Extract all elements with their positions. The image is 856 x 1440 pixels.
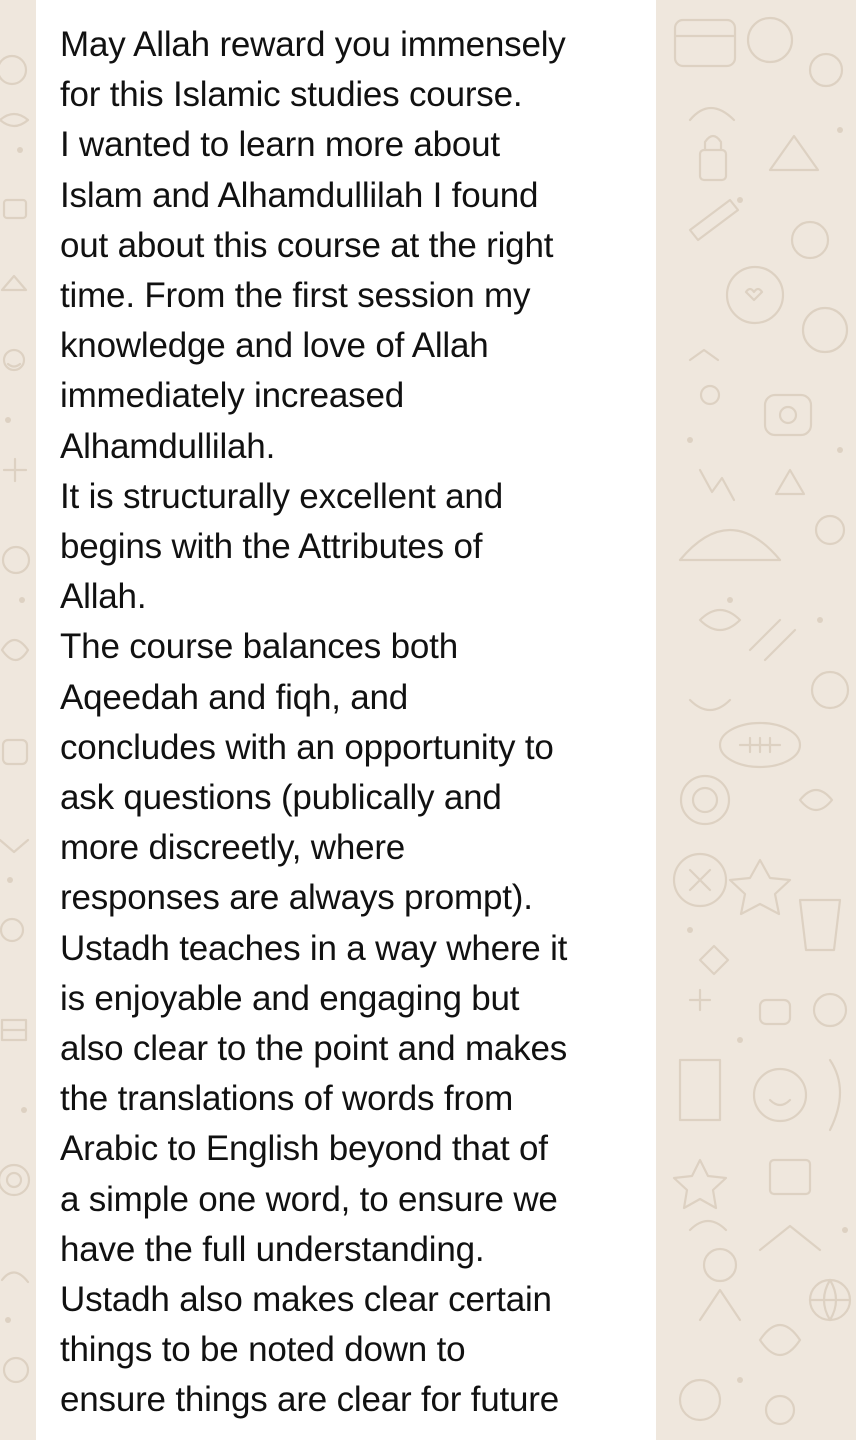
doodle-face-icon bbox=[754, 1069, 806, 1121]
message-line: is enjoyable and engaging but bbox=[60, 978, 520, 1018]
message-line: begins with the Attributes of bbox=[60, 527, 483, 567]
message-line: Aqeedah and fiqh, and bbox=[60, 677, 409, 717]
message-text bbox=[60, 20, 650, 1426]
message-line: have the full understanding. bbox=[60, 1229, 485, 1269]
doodle-lock-icon bbox=[700, 150, 726, 180]
message-line: ensure things are clear for future bbox=[60, 1380, 560, 1420]
doodle-circle-icon bbox=[0, 56, 26, 84]
message-line: out about this course at the right bbox=[60, 225, 554, 265]
doodle-triangle-icon bbox=[2, 276, 26, 290]
doodle-box-icon bbox=[4, 200, 26, 218]
message-line: a simple one word, to ensure we bbox=[60, 1179, 558, 1219]
message-line: immediately increased bbox=[60, 376, 405, 416]
message-line: the translations of words from bbox=[60, 1079, 514, 1119]
message-line: It is structurally excellent and bbox=[60, 476, 503, 516]
message-line: The course balances both bbox=[60, 627, 458, 667]
doodle-heart-face-icon bbox=[727, 267, 783, 323]
message-line: ask questions (publically and bbox=[60, 778, 502, 818]
message-line: Arabic to English beyond that of bbox=[60, 1129, 548, 1169]
doodle-lightning-icon bbox=[700, 470, 734, 500]
doodle-picture-icon bbox=[770, 1160, 810, 1194]
doodle-leaf-icon bbox=[0, 114, 28, 126]
doodle-pot-icon bbox=[800, 900, 840, 950]
message-line: Alhamdullilah. bbox=[60, 426, 276, 466]
doodle-cap-icon bbox=[680, 530, 780, 560]
message-line: things to be noted down to bbox=[60, 1330, 466, 1370]
message-line: for this Islamic studies course. bbox=[60, 75, 523, 115]
message-line: time. From the first session my bbox=[60, 276, 531, 316]
message-line: Islam and Alhamdullilah I found bbox=[60, 175, 539, 215]
message-line: knowledge and love of Allah bbox=[60, 326, 489, 366]
message-line: May Allah reward you immensely bbox=[60, 25, 566, 64]
message-line: responses are always prompt). bbox=[60, 878, 533, 918]
message-line: more discreetly, where bbox=[60, 828, 406, 868]
message-bubble[interactable] bbox=[36, 0, 656, 1440]
doodle-star-icon bbox=[730, 860, 790, 914]
message-line: also clear to the point and makes bbox=[60, 1029, 568, 1069]
doodle-pencil-icon bbox=[690, 200, 738, 240]
message-line: I wanted to learn more about bbox=[60, 125, 500, 165]
doodle-calendar-icon bbox=[675, 20, 735, 66]
message-line: concludes with an opportunity to bbox=[60, 727, 554, 767]
message-line: Ustadh teaches in a way where it bbox=[60, 928, 568, 968]
doodle-plus-icon bbox=[4, 459, 26, 481]
doodle-tambourine-icon bbox=[681, 776, 729, 824]
message-line: Ustadh also makes clear certain bbox=[60, 1280, 552, 1320]
message-line: Allah. bbox=[60, 577, 147, 617]
